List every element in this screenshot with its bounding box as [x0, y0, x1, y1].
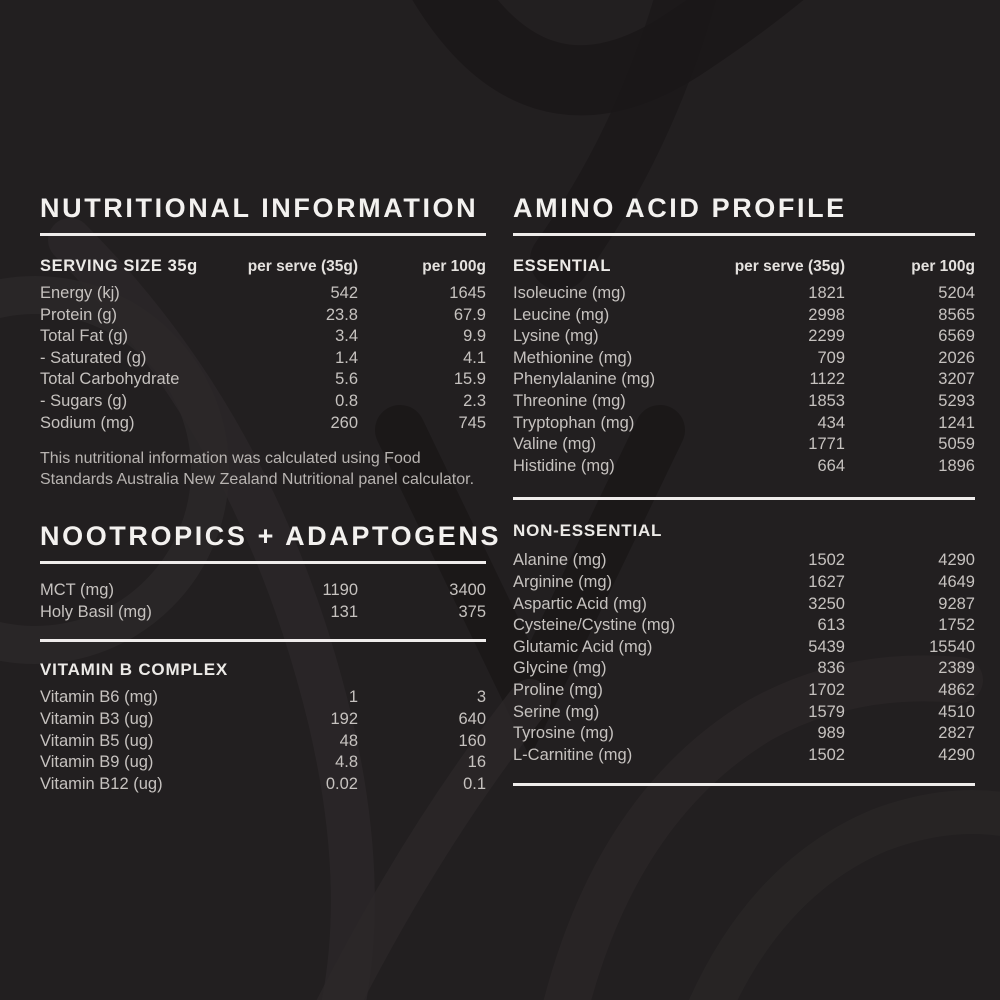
- vitamin-b-table-rows: [40, 687, 486, 795]
- row-label: Arginine (mg): [513, 572, 613, 591]
- per-100g-column-header: per 100g: [422, 258, 486, 275]
- per-serve-value: 192: [330, 709, 358, 728]
- per-100g-value: 3: [476, 688, 486, 707]
- row-label: Vitamin B9 (ug): [40, 753, 154, 772]
- title-divider: [40, 561, 486, 564]
- non-essential-table-rows: [513, 550, 975, 766]
- per-serve-column-header: per serve (35g): [247, 258, 358, 275]
- per-100g-value: 640: [458, 709, 486, 728]
- table-row: [513, 391, 975, 413]
- nutrition-footnote: This nutritional information was calculated using Food Standards Australia New Zealand Nutritional panel calculator.: [40, 450, 475, 488]
- per-100g-value: 15.9: [453, 370, 486, 389]
- per-100g-value: 2026: [938, 348, 975, 367]
- serving-size-label: SERVING SIZE 35g: [40, 257, 198, 275]
- per-100g-value: 1752: [938, 616, 975, 635]
- table-row: [513, 615, 975, 637]
- vitamin-b-complex-title: VITAMIN B COMPLEX: [40, 660, 229, 680]
- nutritional-information-panel: [40, 192, 502, 795]
- per-100g-value: 9.9: [463, 327, 486, 346]
- essential-table-header: [513, 257, 975, 276]
- per-serve-value: 1: [348, 688, 358, 707]
- section-divider: [40, 639, 486, 642]
- per-serve-value: 664: [817, 456, 845, 475]
- per-100g-value: 160: [458, 731, 486, 750]
- per-100g-value: 4290: [938, 745, 975, 764]
- per-serve-value: 260: [330, 413, 358, 432]
- amino-acid-profile-panel: [513, 192, 975, 786]
- per-serve-value: 2299: [808, 327, 845, 346]
- per-100g-value: 2389: [938, 659, 975, 678]
- table-row: [513, 434, 975, 456]
- section-divider: [513, 497, 975, 500]
- per-serve-value: 613: [817, 616, 845, 635]
- per-serve-value: 131: [330, 602, 358, 621]
- table-row: [40, 413, 486, 435]
- table-row: [40, 709, 486, 731]
- row-label: Vitamin B12 (ug): [40, 774, 163, 793]
- per-serve-value: 1.4: [335, 348, 358, 367]
- table-row: [513, 594, 975, 616]
- per-100g-column-header: per 100g: [911, 258, 975, 275]
- table-row: [513, 550, 975, 572]
- per-100g-value: 16: [467, 753, 486, 772]
- per-serve-value: 0.02: [325, 774, 358, 793]
- row-label: Serine (mg): [513, 702, 600, 721]
- per-serve-value: 1579: [808, 702, 845, 721]
- row-label: L-Carnitine (mg): [513, 745, 633, 764]
- per-serve-value: 1821: [808, 284, 845, 302]
- per-serve-value: 4.8: [335, 753, 358, 772]
- table-row: [513, 305, 975, 327]
- per-serve-value: 1771: [808, 435, 845, 454]
- per-100g-value: 3207: [938, 370, 975, 389]
- per-serve-value: 3250: [808, 594, 845, 613]
- per-100g-value: 9287: [938, 594, 975, 613]
- row-label: Leucine (mg): [513, 305, 610, 324]
- row-label: Total Carbohydrate: [40, 370, 180, 389]
- row-label: Valine (mg): [513, 435, 597, 454]
- row-label: Total Fat (g): [40, 327, 129, 346]
- amino-acid-profile-title: AMINO ACID PROFILE: [513, 193, 847, 223]
- nootropics-adaptogens-title: NOOTROPICS + ADAPTOGENS: [40, 521, 502, 552]
- table-row: [40, 326, 486, 348]
- per-serve-value: 2998: [808, 305, 845, 324]
- per-100g-value: 5204: [938, 284, 975, 302]
- table-row: [513, 369, 975, 391]
- per-serve-value: 542: [330, 284, 358, 302]
- per-serve-value: 48: [339, 731, 358, 750]
- per-100g-value: 15540: [929, 637, 975, 656]
- row-label: Methionine (mg): [513, 348, 633, 367]
- per-100g-value: 1645: [449, 284, 486, 302]
- per-serve-value: 989: [817, 724, 845, 743]
- row-label: MCT (mg): [40, 581, 114, 600]
- per-100g-value: 8565: [938, 305, 975, 324]
- table-row: [513, 745, 975, 767]
- row-label: Proline (mg): [513, 680, 603, 699]
- per-serve-value: 5.6: [335, 370, 358, 389]
- table-row: [40, 580, 486, 602]
- row-label: Energy (kj): [40, 284, 120, 302]
- table-row: [513, 348, 975, 370]
- table-row: [513, 702, 975, 724]
- per-100g-value: 2.3: [463, 391, 486, 410]
- per-serve-value: 1853: [808, 391, 845, 410]
- per-100g-value: 67.9: [453, 305, 486, 324]
- table-row: [513, 723, 975, 745]
- table-row: [513, 456, 975, 478]
- per-100g-value: 4510: [938, 702, 975, 721]
- per-serve-value: 1190: [322, 581, 358, 600]
- table-row: [513, 283, 975, 305]
- row-label: - Saturated (g): [40, 348, 147, 367]
- per-serve-value: 1627: [808, 572, 845, 591]
- per-serve-value: 23.8: [325, 305, 358, 324]
- per-100g-value: 375: [458, 602, 486, 621]
- table-row: [40, 687, 486, 709]
- table-row: [40, 752, 486, 774]
- row-label: Tryptophan (mg): [513, 413, 635, 432]
- row-label: Tyrosine (mg): [513, 724, 614, 743]
- table-row: [513, 680, 975, 702]
- row-label: Holy Basil (mg): [40, 602, 152, 621]
- row-label: Glutamic Acid (mg): [513, 637, 653, 656]
- row-label: Protein (g): [40, 305, 118, 324]
- per-100g-value: 4649: [938, 572, 975, 591]
- per-100g-value: 4290: [938, 551, 975, 570]
- per-100g-value: 6569: [938, 327, 975, 346]
- table-row: [40, 391, 486, 413]
- row-label: Vitamin B5 (ug): [40, 731, 154, 750]
- row-label: Sodium (mg): [40, 413, 135, 432]
- row-label: Cysteine/Cystine (mg): [513, 616, 676, 635]
- row-label: Vitamin B6 (mg): [40, 688, 158, 707]
- table-row: [40, 283, 486, 305]
- per-100g-value: 3400: [449, 581, 486, 600]
- nootropics-table-rows: [40, 580, 486, 623]
- essential-table-rows: [513, 283, 975, 477]
- per-100g-value: 1241: [938, 413, 975, 432]
- table-row: [40, 602, 486, 624]
- row-label: Alanine (mg): [513, 551, 607, 570]
- nutritional-information-title: NUTRITIONAL INFORMATION: [40, 193, 479, 223]
- per-serve-value: 1122: [809, 370, 845, 389]
- nutrition-table-rows: [40, 283, 486, 434]
- title-divider: [513, 233, 975, 236]
- per-serve-value: 709: [817, 348, 845, 367]
- bottom-divider: [513, 783, 975, 786]
- table-row: [40, 774, 486, 796]
- row-label: Threonine (mg): [513, 391, 626, 410]
- essential-label: ESSENTIAL: [513, 257, 611, 275]
- non-essential-title: NON-ESSENTIAL: [513, 521, 663, 541]
- row-label: - Sugars (g): [40, 391, 128, 410]
- row-label: Aspartic Acid (mg): [513, 594, 647, 613]
- per-serve-value: 434: [817, 413, 845, 432]
- per-serve-value: 836: [817, 659, 845, 678]
- per-serve-column-header: per serve (35g): [734, 258, 845, 275]
- per-serve-value: 0.8: [335, 391, 358, 410]
- table-row: [513, 572, 975, 594]
- per-serve-value: 5439: [808, 637, 845, 656]
- row-label: Glycine (mg): [513, 659, 607, 678]
- per-100g-value: 5059: [938, 435, 975, 454]
- nutrition-table-header: [40, 257, 486, 276]
- row-label: Histidine (mg): [513, 456, 615, 475]
- per-serve-value: 3.4: [335, 327, 358, 346]
- table-row: [40, 348, 486, 370]
- per-serve-value: 1702: [808, 680, 845, 699]
- row-label: Phenylalanine (mg): [513, 370, 656, 389]
- per-100g-value: 2827: [938, 724, 975, 743]
- per-100g-value: 1896: [938, 456, 975, 475]
- per-100g-value: 5293: [938, 391, 975, 410]
- table-row: [40, 731, 486, 753]
- row-label: Lysine (mg): [513, 327, 599, 346]
- row-label: Isoleucine (mg): [513, 284, 626, 302]
- table-row: [513, 637, 975, 659]
- per-100g-value: 0.1: [463, 774, 486, 793]
- table-row: [513, 326, 975, 348]
- title-divider: [40, 233, 486, 236]
- per-100g-value: 4862: [938, 680, 975, 699]
- per-serve-value: 1502: [808, 551, 845, 570]
- per-100g-value: 4.1: [463, 348, 486, 367]
- table-row: [40, 369, 486, 391]
- per-100g-value: 745: [458, 413, 486, 432]
- per-serve-value: 1502: [808, 745, 845, 764]
- table-row: [40, 305, 486, 327]
- table-row: [513, 658, 975, 680]
- row-label: Vitamin B3 (ug): [40, 709, 154, 728]
- table-row: [513, 413, 975, 435]
